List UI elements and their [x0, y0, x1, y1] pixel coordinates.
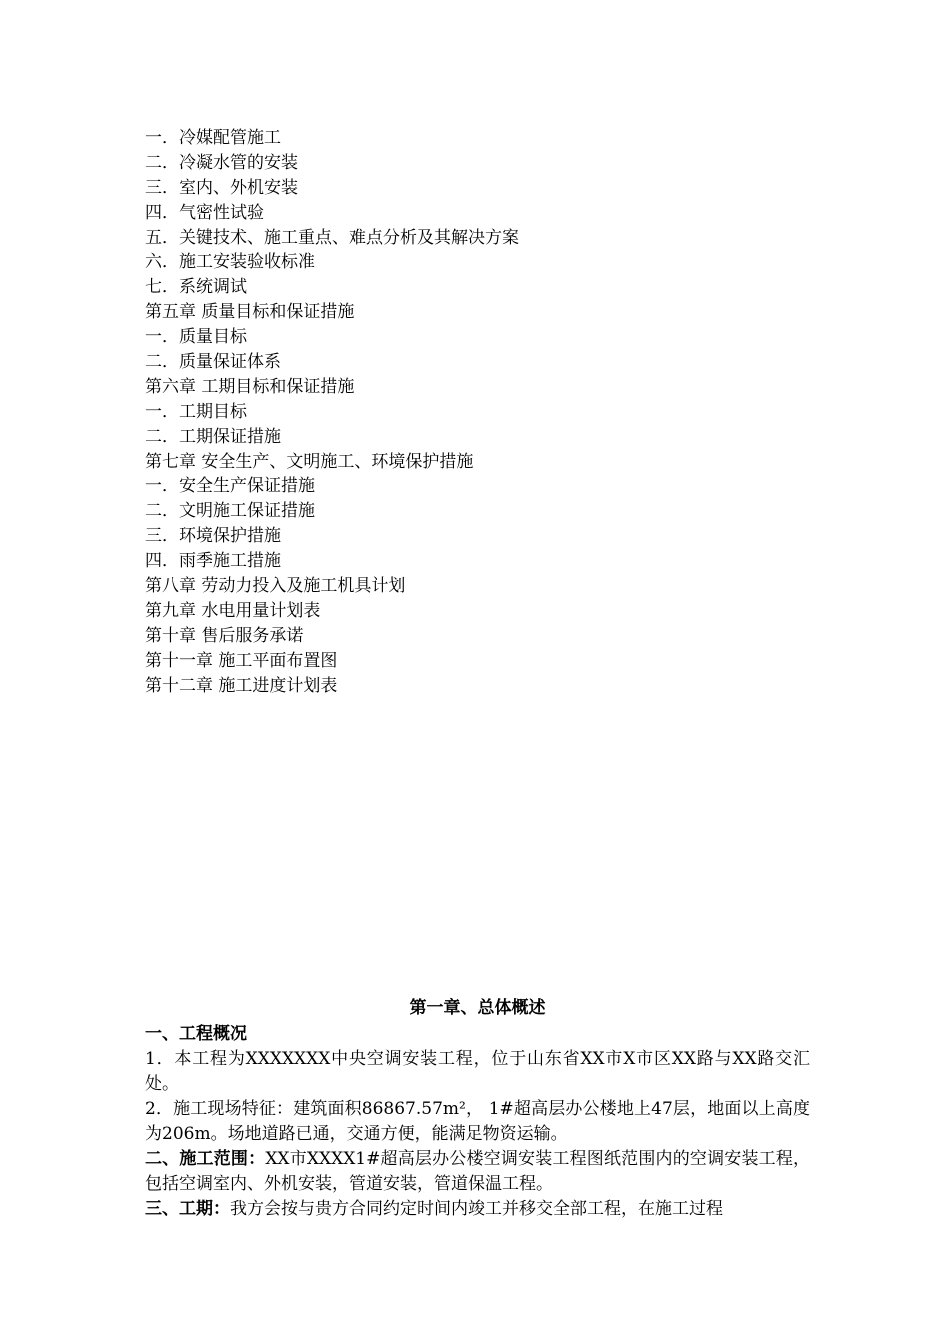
toc-item: 一．冷媒配管施工 [145, 128, 281, 148]
section-heading: 一、工程概况 [145, 1024, 247, 1044]
chapter-title: 第一章、总体概述 [409, 998, 546, 1018]
paragraph-text: XX市XXXX1#超高层办公楼空调安装工程图纸范围内的空调安装工程，包括空调室内、外机安装，管道安装，管道保温工程。 [145, 1149, 810, 1194]
section-heading: 三、工期： [145, 1199, 230, 1219]
toc-item: 三．环境保护措施 [145, 526, 281, 547]
toc-item: 二．冷凝水管的安装 [145, 152, 298, 173]
table-of-contents [145, 126, 845, 698]
toc-item: 一．工期目标 [145, 401, 247, 422]
toc-item: 一．质量目标 [145, 327, 247, 348]
toc-item: 四．雨季施工措施 [145, 551, 281, 572]
toc-item: 七．系统调试 [145, 277, 247, 298]
toc-chapter: 第十章 售后服务承诺 [145, 625, 304, 646]
toc-chapter: 第九章 水电用量计划表 [145, 600, 321, 621]
section-heading: 二、施工范围： [145, 1149, 266, 1169]
toc-item: 六．施工安装验收标准 [145, 252, 315, 273]
toc-chapter: 第七章 安全生产、文明施工、环境保护措施 [145, 451, 474, 472]
paragraph: 2．施工现场特征：建筑面积86867.57m²， 1#超高层办公楼地上47层，地面以上高度为206m。场地道路已通，交通方便，能满足物资运输。 [145, 1099, 810, 1144]
toc-chapter: 第六章 工期目标和保证措施 [145, 376, 355, 397]
toc-item: 四．气密性试验 [145, 202, 264, 223]
paragraph [145, 1147, 810, 1197]
chapter-one-body [145, 996, 810, 1222]
toc-item: 五．关键技术、施工重点、难点分析及其解决方案 [145, 227, 519, 248]
paragraph [145, 1197, 810, 1222]
toc-item: 一．安全生产保证措施 [145, 476, 315, 497]
toc-chapter: 第八章 劳动力投入及施工机具计划 [145, 576, 406, 597]
toc-chapter: 第五章 质量目标和保证措施 [145, 302, 355, 323]
toc-item: 三．室内、外机安装 [145, 177, 298, 198]
toc-chapter: 第十二章 施工进度计划表 [145, 675, 338, 696]
toc-item: 二．文明施工保证措施 [145, 501, 315, 522]
toc-chapter: 第十一章 施工平面布置图 [145, 650, 338, 671]
toc-item: 二．工期保证措施 [145, 426, 281, 447]
toc-item: 二．质量保证体系 [145, 352, 281, 373]
paragraph-text: 我方会按与贵方合同约定时间内竣工并移交全部工程，在施工过程 [230, 1199, 723, 1219]
paragraph: 1．本工程为XXXXXXX中央空调安装工程，位于山东省XX市X市区XX路与XX路交汇处。 [145, 1049, 810, 1094]
